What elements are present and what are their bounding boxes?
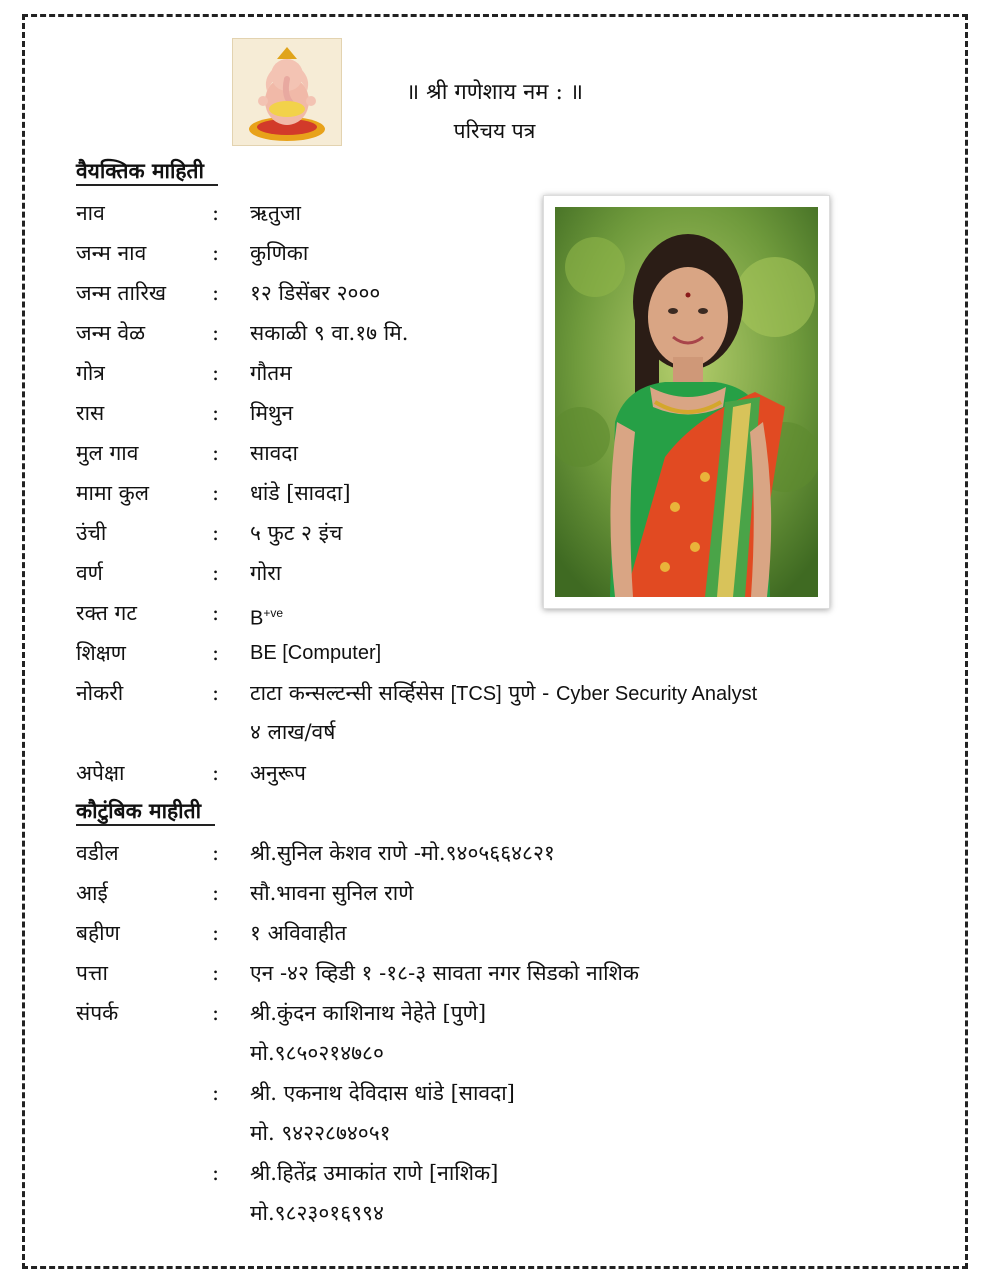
separator: : (212, 601, 220, 625)
field-value: BE [Computer] (250, 642, 382, 664)
field-label: नोकरी (76, 681, 124, 705)
separator: : (212, 401, 220, 425)
field-label: मुल गाव (76, 441, 139, 465)
field-value: धांडे [सावदा] (250, 481, 351, 505)
employer-city: पुणे - (508, 681, 550, 705)
field-label: वडील (76, 841, 119, 865)
separator: : (212, 961, 220, 985)
portrait-photo (543, 195, 830, 609)
field-label: वर्ण (76, 561, 103, 585)
field-label: रक्त गट (76, 601, 137, 625)
separator: : (212, 281, 220, 305)
field-label: रास (76, 401, 105, 425)
field-label: जन्म तारिख (76, 281, 167, 305)
employer-name: टाटा कन्सल्टन्सी सर्व्हिसेस (250, 681, 444, 705)
invocation-line: ॥ श्री गणेशाय नम : ॥ (405, 80, 584, 105)
field-label: शिक्षण (76, 641, 126, 665)
field-label: पत्ता (76, 961, 108, 985)
separator: : (212, 481, 220, 505)
employer-abbr: [TCS] (450, 683, 502, 705)
separator: : (212, 881, 220, 905)
separator: : (212, 841, 220, 865)
field-value: १ अविवाहीत (250, 921, 347, 945)
field-value: श्री.हितेंद्र उमाकांत राणे [नाशिक] (250, 1161, 499, 1185)
separator: : (212, 1081, 220, 1105)
field-value: ऋतुजा (250, 201, 301, 225)
separator: : (212, 201, 220, 225)
field-label: मामा कुल (76, 481, 150, 505)
field-label: संपर्क (76, 1001, 119, 1025)
separator: : (212, 241, 220, 265)
field-label: जन्म नाव (76, 241, 147, 265)
field-value: ४ लाख/वर्ष (250, 720, 336, 744)
separator: : (212, 521, 220, 545)
blood-group: B (250, 607, 264, 630)
separator: : (212, 681, 220, 705)
field-label: बहीण (76, 921, 120, 945)
field-value (250, 677, 757, 710)
field-label: गोत्र (76, 361, 105, 385)
page-title: परिचय पत्र (453, 119, 536, 143)
separator: : (212, 561, 220, 585)
separator: : (212, 441, 220, 465)
field-label: जन्म वेळ (76, 321, 146, 345)
field-value: मो.९८५०२१४७८० (250, 1041, 384, 1065)
field-value: मिथुन (250, 401, 294, 425)
separator: : (212, 1001, 220, 1025)
separator: : (212, 921, 220, 945)
field-value: १२ डिसेंबर २००० (250, 281, 381, 305)
field-value: अनुरूप (250, 761, 306, 785)
field-value: सावदा (250, 441, 298, 465)
personal-info-heading: वैयक्तिक माहिती (76, 158, 218, 186)
field-value: श्री. एकनाथ देविदास धांडे [सावदा] (250, 1081, 515, 1105)
field-value (250, 597, 283, 635)
field-value: ५ फुट २ इंच (250, 521, 343, 545)
separator: : (212, 321, 220, 345)
field-value: सकाळी ९ वा.१७ मि. (250, 321, 409, 345)
field-value: श्री.सुनिल केशव राणे -मो.९४०५६६४८२१ (250, 841, 555, 865)
field-value: कुणिका (250, 241, 309, 265)
separator: : (212, 641, 220, 665)
field-value: मो.९८२३०१६९९४ (250, 1201, 384, 1225)
separator: : (212, 761, 220, 785)
family-info-heading: कौटुंबिक माहीती (76, 798, 215, 826)
blood-group-rh: +ve (263, 606, 284, 620)
field-value: गौतम (250, 361, 292, 385)
field-label: उंची (76, 521, 107, 545)
field-label: अपेक्षा (76, 761, 125, 785)
field-label: आई (76, 881, 108, 905)
field-value: सौ.भावना सुनिल राणे (250, 881, 414, 905)
job-role: Cyber Security Analyst (555, 683, 758, 705)
field-value: श्री.कुंदन काशिनाथ नेहेते [पुणे] (250, 1001, 487, 1025)
separator: : (212, 1161, 220, 1185)
field-value: एन -४२ व्हिडी १ -१८-३ सावता नगर सिडको नाशिक (250, 961, 639, 985)
field-value: गोरा (250, 561, 282, 585)
field-label: नाव (76, 201, 105, 225)
field-value: मो. ९४२२८७४०५१ (250, 1121, 391, 1145)
separator: : (212, 361, 220, 385)
